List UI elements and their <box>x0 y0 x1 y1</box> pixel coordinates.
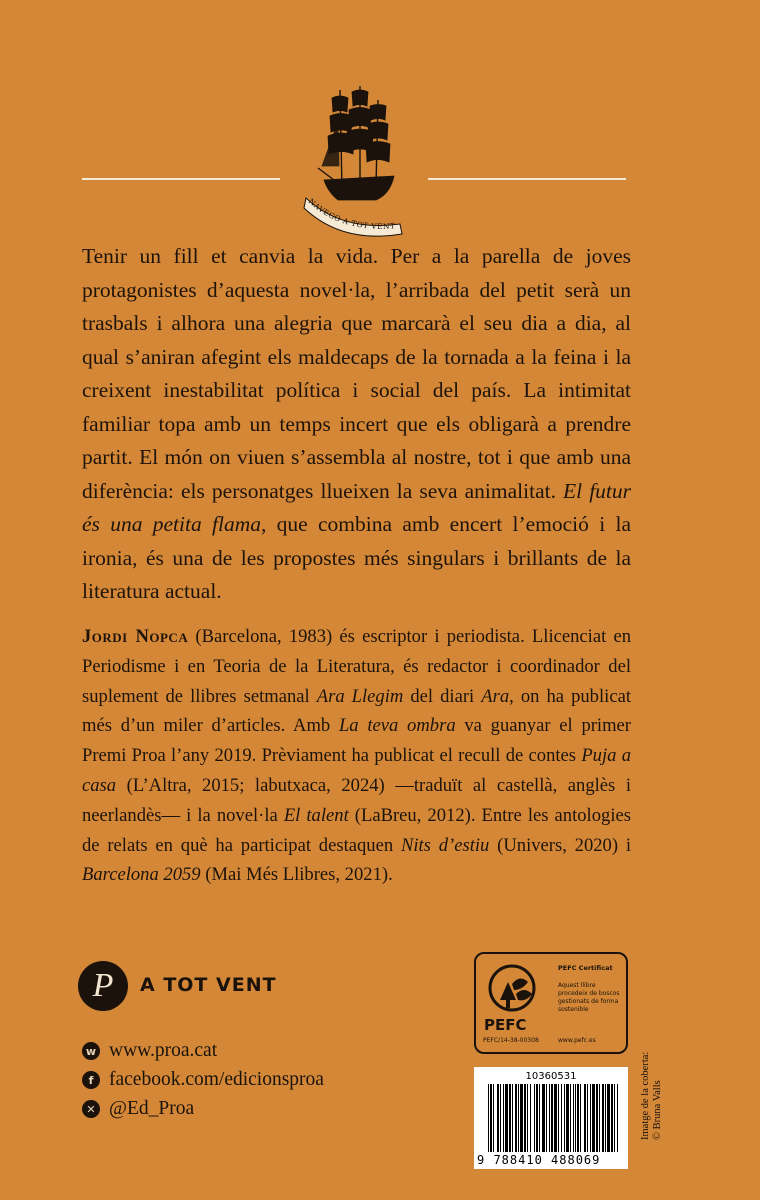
barcode-top-number: 10360531 <box>525 1071 577 1082</box>
barcode-isbn: 9 788410 488069 <box>477 1153 601 1167</box>
facebook-icon: f <box>82 1071 100 1089</box>
barcode-bars <box>488 1084 620 1152</box>
pefc-label: PEFC <box>484 1016 527 1034</box>
author-name: Jordi Nopca <box>82 626 189 647</box>
pefc-cert-text: Aquest llibre procedeix de boscos gestionats de forma sostenible <box>558 982 620 1013</box>
contact-facebook[interactable] <box>82 1069 324 1091</box>
x-icon: ✕ <box>82 1100 100 1118</box>
web-link[interactable]: www.proa.cat <box>109 1040 218 1061</box>
cover-credit: Imatge de la coberta: © Bruna Valls <box>640 1051 663 1140</box>
author-bio: Jordi Nopca (Barcelona, 1983) és escriptor i periodista. Llicenciat en Periodisme i en Teoria de la Literatura, és redactor i coordinador del suplement de llibres setmanal Ara Llegim del diari Ara, on ha publicat més d’un miler d’articles. Amb La teva ombra va guanyar el primer Premi Proa l’any 2019. Prèviament ha publicat el recull de contes Puja a casa (L’Altra, 2015; labutxaca, 2024) —traduït al castellà, anglès i neerlandès— i la novel·la El talent (LaBreu, 2012). Entre les antologies de relats en què ha participat destaquen Nits d’estiu (Univers, 2020) i Barcelona 2059 (Mai Més Llibres, 2021). <box>82 626 632 886</box>
collection-name: A TOT VENT <box>140 974 277 996</box>
pefc-site: www.pefc.es <box>558 1037 596 1044</box>
x-link[interactable]: @Ed_Proa <box>109 1098 195 1119</box>
divider-left <box>82 178 280 180</box>
synopsis-text: Tenir un fill et canvia la vida. Per a la parella de joves protagonistes d’aquesta novel·la, l’arribada del petit serà un trasbals i alhora una alegria que marcarà el seu dia a dia, al qual s’aniran afegint els maldecaps de la tornada a la feina i la creixent inestabilitat política i social del país. La intimitat familiar topa amb un temps incert que els obligarà a prendre partit. El món on viuen s’assembla al nostre, tot i que amb una diferència: els personatges llueixen la seva animalitat. El futur és una petita flama, que combina amb encert l’emoció i la ironia, és una de les propostes més singulars i brillants de la literatura actual. <box>82 244 632 603</box>
contact-web[interactable] <box>82 1040 217 1062</box>
svg-text:NAVEGO A TOT VENT: NAVEGO A TOT VENT <box>306 196 396 231</box>
ship-emblem-icon <box>302 82 406 242</box>
publisher-logo-icon: P <box>78 961 128 1011</box>
book-title: El futur és una petita flama <box>82 478 632 536</box>
web-icon: w <box>82 1042 100 1060</box>
facebook-link[interactable]: facebook.com/edicionsproa <box>109 1069 324 1090</box>
divider-right <box>428 178 626 180</box>
pefc-cert-title: PEFC Certificat <box>558 964 613 972</box>
isbn-barcode <box>474 1067 628 1169</box>
pefc-code: PEFC/14-38-00308 <box>483 1037 539 1044</box>
pefc-certificate <box>474 952 628 1054</box>
contact-x[interactable] <box>82 1098 194 1120</box>
